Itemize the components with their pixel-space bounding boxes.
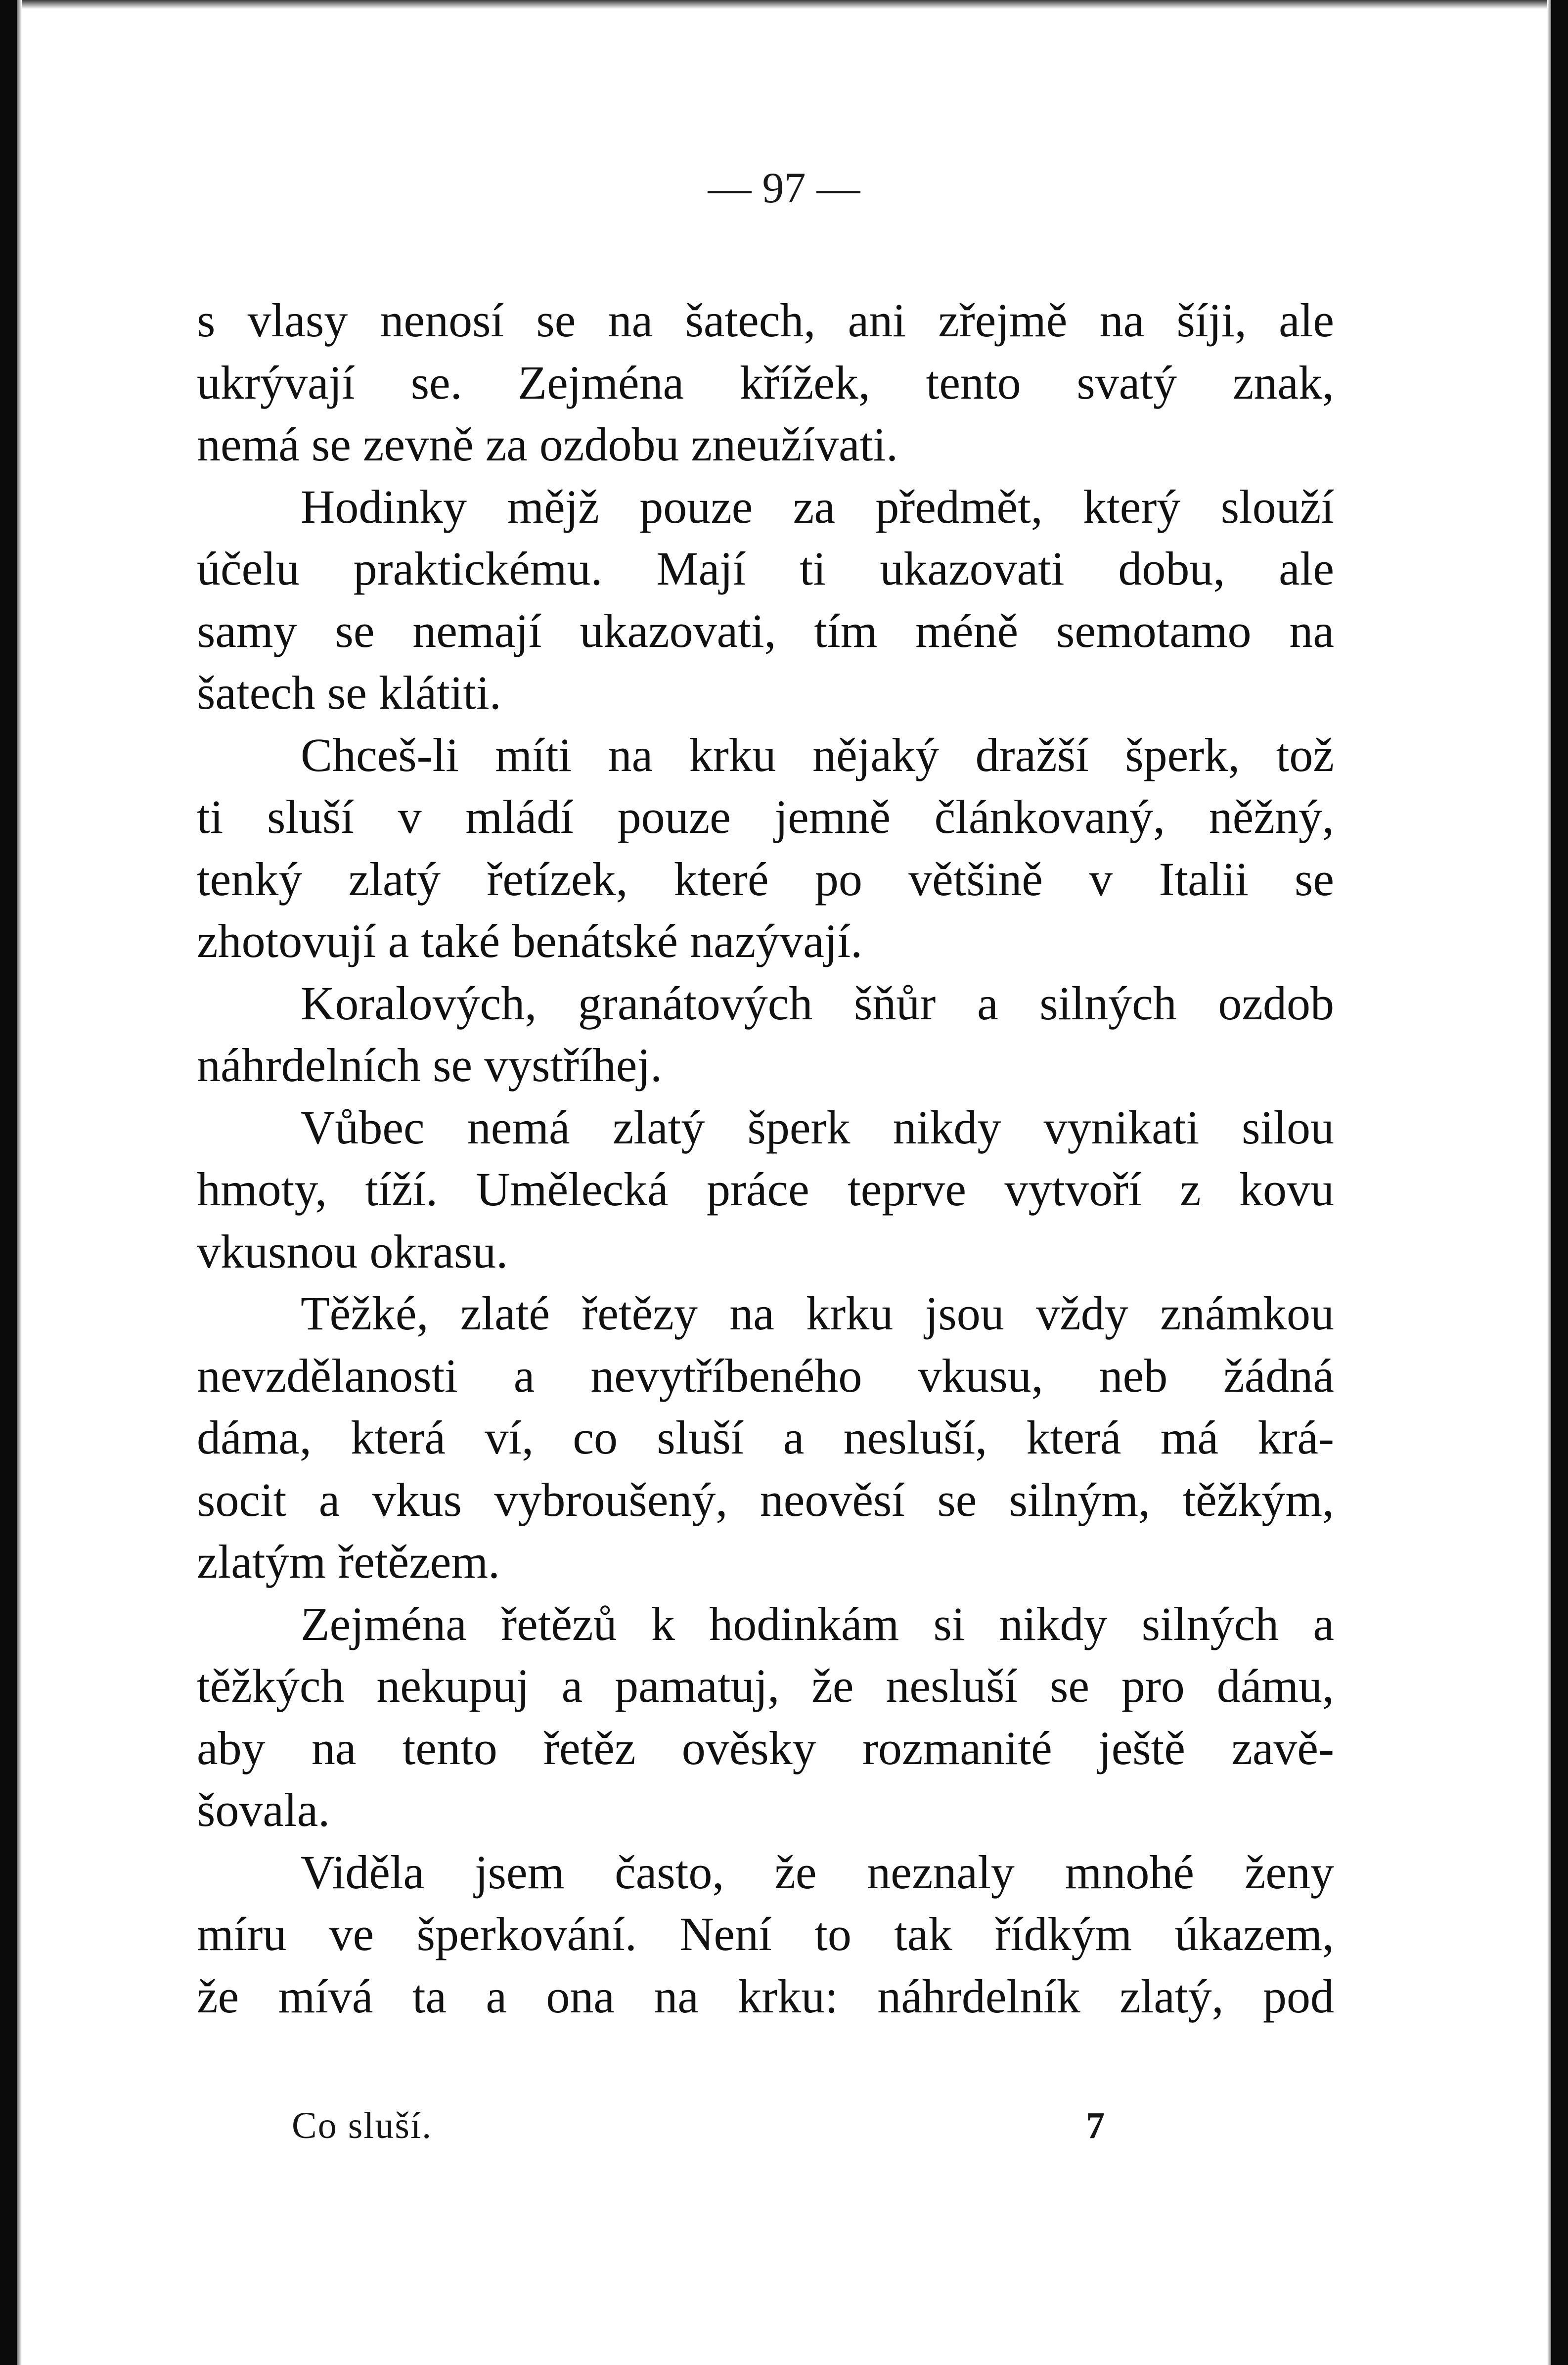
paragraph bbox=[197, 289, 1334, 476]
text-line: šatech se klátiti. bbox=[197, 666, 501, 719]
text-line: samy se nemají ukazovati, tím méně semotamo na bbox=[197, 604, 1334, 657]
text-line: Vůbec nemá zlatý šperk nikdy vynikati silou bbox=[301, 1100, 1334, 1154]
text-line: ukrývají se. Zejména křížek, tento svatý znak, bbox=[197, 356, 1334, 409]
text-line: zhotovují a také benátské nazývají. bbox=[197, 914, 863, 967]
text-line: hmoty, tíží. Umělecká práce teprve vytvoří z kovu bbox=[197, 1163, 1334, 1216]
text-line: aby na tento řetěz ověsky rozmanité ještě zavě- bbox=[197, 1721, 1334, 1774]
text-line: náhrdelních se vystříhej. bbox=[197, 1039, 663, 1092]
page-top-shadow bbox=[0, 0, 1568, 9]
text-line: socit a vkus vybroušený, neověsí se silným, těžkým, bbox=[197, 1473, 1334, 1526]
text-line: účelu praktickému. Mají ti ukazovati dobu, ale bbox=[197, 542, 1334, 595]
paragraph bbox=[197, 1096, 1334, 1283]
text-line: Zejména řetězů k hodinkám si nikdy silných a bbox=[301, 1597, 1334, 1650]
text-line: dáma, která ví, co sluší a nesluší, která má krá- bbox=[197, 1411, 1334, 1464]
text-line: ti sluší v mládí pouze jemně článkovaný, něžný, bbox=[197, 790, 1334, 843]
text-line: Koralových, granátových šňůr a silných ozdob bbox=[301, 976, 1334, 1030]
page-right-edge bbox=[1551, 0, 1568, 2365]
footer-sheet-number: 7 bbox=[1086, 2105, 1105, 2146]
paragraph bbox=[197, 1593, 1334, 1841]
text-line: s vlasy nenosí se na šatech, ani zřejmě na šíji, ale bbox=[197, 294, 1334, 347]
text-line: Hodinky mějž pouze za předmět, který slouží bbox=[301, 480, 1334, 533]
text-line: Těžké, zlaté řetězy na krku jsou vždy známkou bbox=[301, 1287, 1334, 1340]
page-left-shadow bbox=[17, 0, 22, 2365]
text-line: že mívá ta a ona na krku: náhrdelník zlatý, pod bbox=[197, 1969, 1334, 2023]
text-line: Viděla jsem často, že neznaly mnohé ženy bbox=[301, 1845, 1334, 1899]
paragraph bbox=[197, 1282, 1334, 1593]
text-line: tenký zlatý řetízek, které po většině v Italii se bbox=[197, 852, 1334, 906]
page-number: — 97 — bbox=[708, 164, 860, 212]
footer-signature: Co sluší. bbox=[292, 2105, 433, 2146]
page-footer bbox=[0, 2104, 1568, 2154]
text-line: míru ve šperkování. Není to tak řídkým úkazem, bbox=[197, 1908, 1334, 1960]
paragraph bbox=[197, 972, 1334, 1096]
page-left-edge bbox=[0, 0, 17, 2365]
page-right-shadow bbox=[1547, 0, 1551, 2365]
text-line: zlatým řetězem. bbox=[197, 1535, 500, 1588]
text-line: nemá se zevně za ozdobu zneužívati. bbox=[197, 418, 898, 471]
paragraph bbox=[197, 1841, 1334, 2028]
body-text bbox=[197, 289, 1334, 2027]
paragraph bbox=[197, 476, 1334, 724]
text-line: vkusnou okrasu. bbox=[197, 1225, 508, 1278]
text-line: Chceš-li míti na krku nějaký dražší šperk, tož bbox=[301, 728, 1334, 781]
text-line: šovala. bbox=[197, 1783, 330, 1836]
text-line: těžkých nekupuj a pamatuj, že nesluší se pro dámu, bbox=[197, 1659, 1334, 1712]
text-line: nevzdělanosti a nevytříbeného vkusu, neb žádná bbox=[197, 1349, 1334, 1402]
paragraph bbox=[197, 724, 1334, 972]
